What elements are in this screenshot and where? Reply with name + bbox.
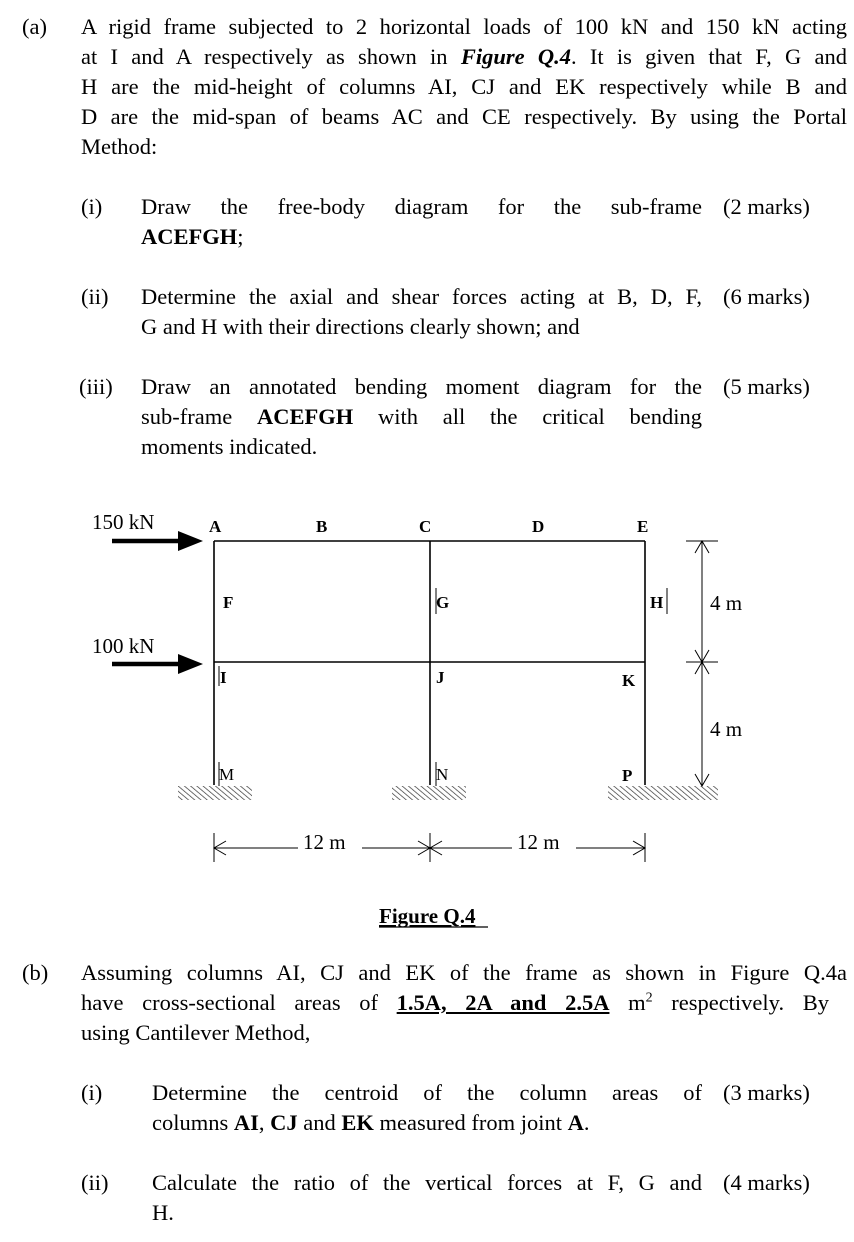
node-label-A: A bbox=[209, 517, 222, 536]
support-N bbox=[392, 786, 466, 800]
part-a-label: (a) bbox=[22, 14, 47, 39]
vertical-dimension bbox=[686, 541, 718, 786]
dimension-height-top: 4 m bbox=[710, 591, 743, 615]
question-b-i-line-1: Determine the centroid of the column areas of bbox=[152, 1080, 702, 1105]
part-a-intro-line-1: A rigid frame subjected to 2 horizontal loads of 100 kN and 150 kN acting bbox=[81, 14, 847, 39]
node-label-D: D bbox=[532, 517, 545, 536]
node-label-J: J bbox=[436, 668, 445, 687]
node-label-I: I bbox=[220, 668, 227, 687]
question-a-iii-line-2: sub-frame ACEFGH with all the critical bending bbox=[141, 404, 702, 429]
part-a-intro-line-3: H are the mid-height of columns AI, CJ and EK respectively while B and bbox=[81, 74, 847, 99]
question-a-ii-line-2: G and H with their directions clearly shown; and bbox=[141, 314, 580, 339]
question-b-i-marks: (3 marks) bbox=[723, 1080, 810, 1105]
node-label-K: K bbox=[622, 671, 636, 690]
question-a-i-marks: (2 marks) bbox=[723, 194, 810, 219]
question-a-iii-line-3: moments indicated. bbox=[141, 434, 318, 459]
question-a-ii-number: (ii) bbox=[81, 284, 109, 309]
question-a-ii-marks: (6 marks) bbox=[723, 284, 810, 309]
node-label-E: E bbox=[637, 517, 649, 536]
question-a-iii-marks: (5 marks) bbox=[723, 374, 810, 399]
node-label-M: M bbox=[219, 765, 235, 784]
part-a-intro-line-2: at I and A respectively as shown in Figure Q.4. It is given that F, G and bbox=[81, 44, 847, 69]
question-b-i-number: (i) bbox=[81, 1080, 103, 1105]
area-values: 1.5A, 2A and 2.5A bbox=[396, 990, 610, 1015]
question-b-ii-marks: (4 marks) bbox=[723, 1170, 810, 1195]
node-label-B: B bbox=[316, 517, 328, 536]
question-b-i-line-2: columns AI, CJ and EK measured from joint A. bbox=[152, 1110, 590, 1135]
node-label-C: C bbox=[419, 517, 432, 536]
node-label-H: H bbox=[650, 593, 664, 612]
node-label-G: G bbox=[436, 593, 450, 612]
load-label-150kn: 150 kN bbox=[92, 510, 155, 534]
frame-members bbox=[214, 541, 645, 785]
support-M bbox=[178, 786, 252, 800]
load-arrow-100kn-head bbox=[178, 654, 203, 674]
dimension-span-2: 12 m bbox=[517, 830, 560, 854]
load-label-100kn: 100 kN bbox=[92, 634, 155, 658]
fixed-supports bbox=[178, 786, 718, 800]
question-a-i-number: (i) bbox=[81, 194, 103, 219]
frame-figure bbox=[0, 500, 854, 940]
question-a-iii-line-1: Draw an annotated bending moment diagram for the bbox=[141, 374, 702, 399]
question-a-i-line-2: ACEFGH; bbox=[141, 224, 244, 249]
question-a-ii-line-1: Determine the axial and shear forces acting at B, D, F, bbox=[141, 284, 702, 309]
question-b-ii-line-1: Calculate the ratio of the vertical forces at F, G and bbox=[152, 1170, 702, 1195]
part-a-intro-line-5: Method: bbox=[81, 134, 158, 159]
question-a-iii-number: (iii) bbox=[79, 374, 113, 399]
node-label-F: F bbox=[223, 593, 234, 612]
part-a-intro-line-4: D are the mid-span of beams AC and CE respectively. By using the Portal bbox=[81, 104, 847, 129]
support-P bbox=[608, 786, 718, 800]
node-label-P: P bbox=[622, 766, 633, 785]
figure-caption: Figure Q.4 bbox=[379, 904, 476, 928]
part-b-line-3: using Cantilever Method, bbox=[81, 1020, 311, 1045]
dimension-span-1: 12 m bbox=[303, 830, 346, 854]
horizontal-dimension bbox=[214, 833, 645, 862]
load-arrow-150kn-head bbox=[178, 531, 203, 551]
dimension-height-bottom: 4 m bbox=[710, 717, 743, 741]
question-a-i-line-1: Draw the free-body diagram for the sub-frame bbox=[141, 194, 702, 219]
part-b-label: (b) bbox=[22, 960, 49, 985]
part-b-line-2: have cross-sectional areas of 1.5A, 2A and 2.5A $m^2$ respectively. By bbox=[81, 990, 829, 1015]
node-label-N: N bbox=[436, 765, 449, 784]
question-b-ii-line-2: H. bbox=[152, 1200, 174, 1225]
node-labels bbox=[209, 517, 663, 785]
question-b-ii-number: (ii) bbox=[81, 1170, 109, 1195]
figure-reference: Figure Q.4 bbox=[460, 44, 571, 69]
label-markers bbox=[219, 588, 667, 786]
part-b-line-1: Assuming columns AI, CJ and EK of the frame as shown in Figure Q.4a bbox=[81, 960, 847, 985]
